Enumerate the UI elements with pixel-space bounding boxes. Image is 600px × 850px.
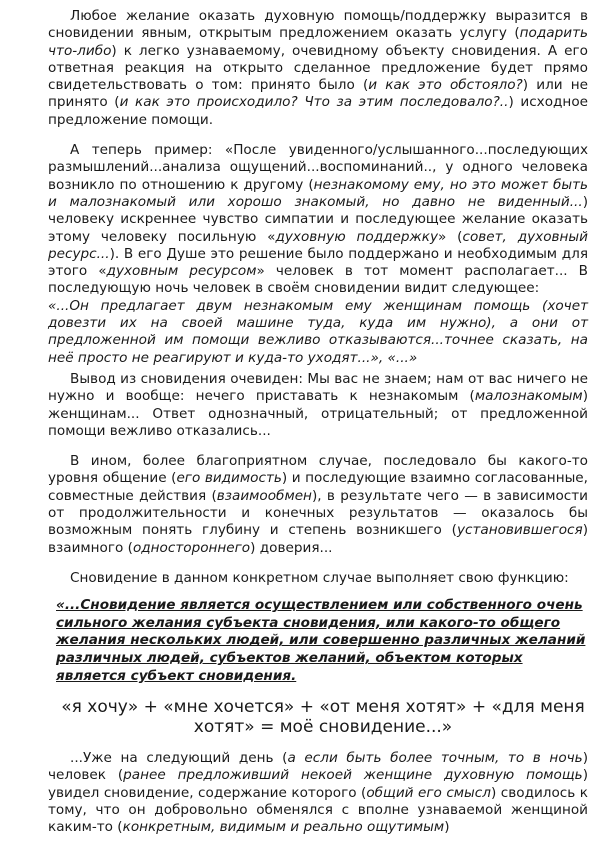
italic-run: и как это происходило? Что за этим последовало?..: [119, 94, 509, 111]
paragraph-example: [48, 142, 588, 298]
text-run: «...Он предлагает двум незнакомым ему женщинам помощь (хочет довезти их на своей машине туда, куда им нужно), а они от предложенной им помощи вежливо отказываются...точнее сказать, на неё просто не реагируют и куда-то уходят...», «...»: [48, 297, 588, 366]
italic-run: духовным ресурсом: [106, 263, 257, 280]
paragraph-function: [48, 570, 588, 587]
text-run: «я хочу» + «мне хочется» + «от меня хотят» + «для меня хотят» = моё сновидение...»: [61, 697, 585, 738]
emphasized-definition: [56, 597, 588, 685]
text-run: ) увидел сновидение, содержание которого (: [48, 767, 588, 801]
italic-run: малознакомым: [474, 388, 583, 405]
paragraph-conclusion: [48, 371, 588, 440]
text-run: Вывод из сновидения очевиден: Мы вас не знаем; нам от вас ничего не нужно и вообще: нечего приставать к незнакомым (: [48, 370, 588, 405]
text-run: В ином, более благоприятном случае, последовало бы какого-то уровня общение (: [48, 453, 588, 487]
text-run: ) женщинам... Ответ однозначный, отрицательный; от предложенной помощи вежливо отказались...: [48, 388, 588, 439]
italic-run: и как это обстояло?: [368, 77, 523, 94]
text-run: «...Сновидение является осуществлением или собственного очень сильного желания субъекта сновидения, или какого-то общего желания нескольких людей, или совершенно различных желаний различных людей, субъектов желаний, объектом которых является субъект сновидения.: [56, 597, 586, 684]
italic-run: совет, духовный ресурс...: [48, 228, 588, 262]
text-run: ...Уже на следующий день (: [70, 750, 288, 767]
text-run: Любое желание оказать духовную помощь/поддержку выразится в сновидении явным, открытым предложением оказать услугу (: [48, 8, 588, 42]
italic-run: незнакомому ему, но это может быть и малознакомый или хорошо знакомый, но давно не виденный...: [48, 176, 589, 210]
text-run: ), в результате чего — в зависимости от продолжительности и конечных результатов — оказалось бы возможным понять глубину и степень возникшего (: [48, 487, 588, 539]
italic-run: установившегося: [456, 522, 583, 539]
paragraph-alternative: [48, 453, 588, 557]
text-run: ) сводилось к тому, что он добровольно обменялся с вполне узнаваемой женщиной каким-то (: [48, 784, 589, 836]
italic-run: ранее предложивший некоей женщине духовную помощь: [123, 767, 583, 784]
text-run: А теперь пример: «После увиденного/услышанного...последующих размышлений...анализа ощущений...воспоминаний.., у одного человека возникло по отношению к другому (: [48, 142, 588, 193]
text-run: ) к легко узнаваемому, очевидному объекту сновидения. А его ответная реакция на открыто сделанное предложение будет прямо свидетельствовать о том: принято было (: [48, 42, 588, 94]
paragraph-next-day: [48, 750, 588, 836]
dream-formula: [48, 697, 588, 737]
text-run: ) человеку искреннее чувство симпатии и последующее желание оказать этому человеку посильную «: [48, 193, 588, 245]
text-run: ) или не принято (: [48, 77, 588, 111]
italic-run: общий его смысл: [366, 784, 491, 801]
italic-run: подарить что-либо: [48, 25, 588, 59]
text-run: » человек в тот момент располагает... В последующую ночь человек в своём сновидении видит следующее:: [48, 263, 589, 297]
italic-run: взаимообмен: [216, 487, 312, 504]
document-page: [48, 8, 588, 837]
italic-run: а если быть более точным, то в ночь: [287, 750, 583, 767]
text-run: ). В его Душе это решение было поддержано и необходимым для этого «: [48, 245, 588, 280]
dream-quote: [48, 298, 588, 367]
italic-run: его видимость: [176, 470, 282, 487]
italic-run: одностороннего: [132, 539, 251, 556]
text-run: ) исходное предложение помощи.: [48, 94, 589, 128]
italic-run: конкретным, видимым и реально ощутимым: [122, 819, 445, 836]
text-run: ): [444, 819, 450, 836]
paragraph-intro: [48, 8, 588, 129]
italic-run: духовную поддержку: [275, 228, 438, 245]
text-run: ) взаимного (: [48, 522, 588, 556]
text-run: ) человек (: [48, 750, 588, 784]
text-run: ) и последующие взаимно согласованные, совместные действия (: [48, 470, 588, 504]
text-run: Сновидение в данном конкретном случае выполняет свою функцию:: [70, 569, 569, 586]
text-run: ) доверия...: [250, 539, 333, 556]
text-run: » (: [438, 228, 463, 245]
